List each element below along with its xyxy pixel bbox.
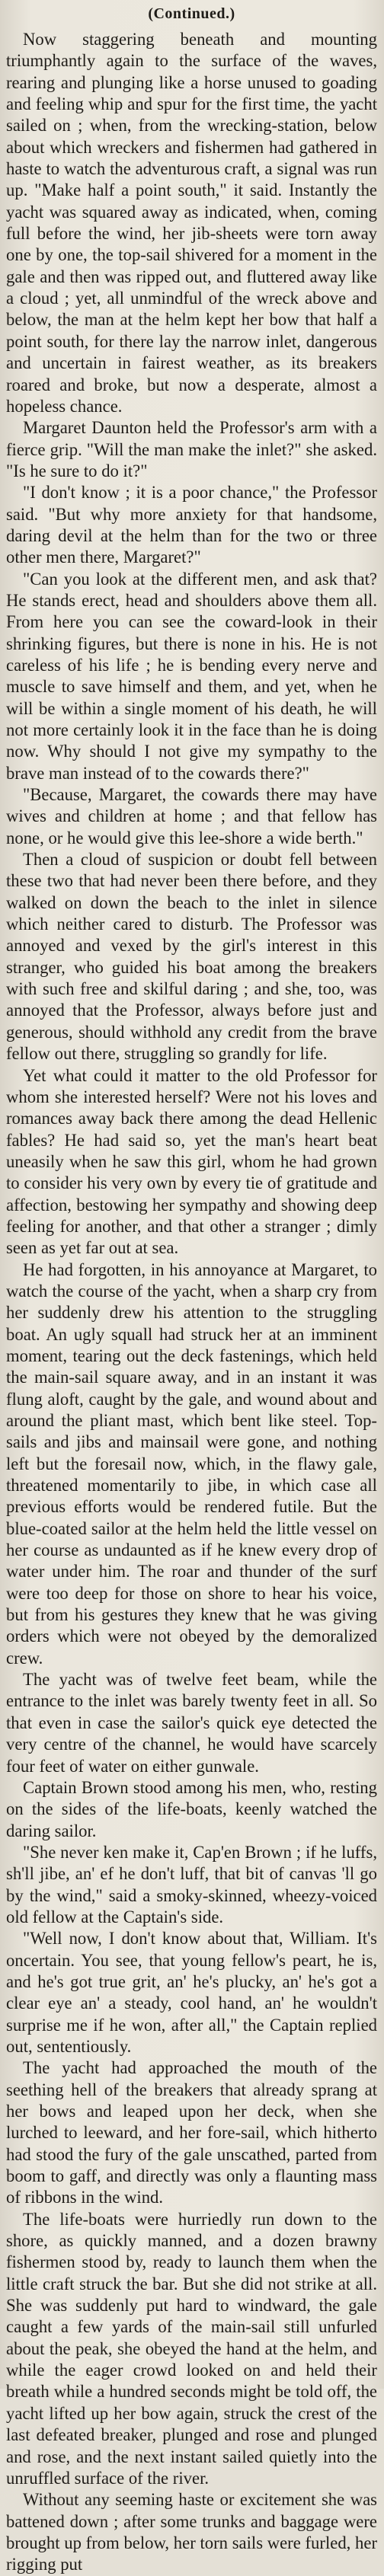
paragraph: "I don't know ; it is a poor chance," the Professor said. "But why more anxiety for that handsome, daring devil at the helm than for the two or three other men there, Margaret?": [6, 483, 377, 567]
paragraph: "Can you look at the different men, and ask that? He stands erect, head and shoulders above them all. From here you can see the coward-look in their shrinking figures, but there is none in his. He is not careless of his life ; he is bending every nerve and muscle to save himself and them, and yet, when he will be within a single moment of his death, he will not more certainly look it in the face than he is doing now. Why should I not give my sympathy to the brave man instead of to the cowards there?": [6, 569, 377, 783]
paragraph: Yet what could it matter to the old Professor for whom she interested herself? Were not his loves and romances away back there among the dead Hellenic fables? He had said so, yet the man's heart beat uneasily when he saw this girl, whom he had grown to consider his very own by every tie of gratitude and affection, bestowing her sympathy and showing deep feeling for another, and that other a stranger ; dimly seen as yet far out at sea.: [6, 1065, 377, 1258]
paragraph: The yacht had approached the mouth of the seething hell of the breakers that already sprang at her bows and leaped upon her deck, when she lurched to leeward, and her fore-sail, which hitherto had stood the fury of the gale unscathed, parted from boom to gaff, and directly was only a flaunting mass of ribbons in the wind.: [6, 2058, 377, 2207]
paragraph: "Because, Margaret, the cowards there may have wives and children at home ; and that fellow has none, or he would give this lee-shore a wide berth.": [6, 785, 377, 847]
paragraph: The life-boats were hurriedly run down to the shore, as quickly manned, and a dozen brawny fishermen stood by, ready to launch them when the little craft struck the bar. But she did not strike at all. She was suddenly put hard to windward, the gale caught a few yards of the main-sail still unfurled about the peak, she obeyed the hand at the helm, and while the eager crowd looked on and held their breath while a hundred seconds might be told off, the yacht lifted up her bow again, struck the crest of the last defeated breaker, plunged and rose and plunged and rose, and the next instant sailed quietly into the unruffled surface of the river.: [6, 2209, 377, 2488]
paragraph: Margaret Daunton held the Professor's arm with a fierce grip. "Will the man make the inlet?" she asked. "Is he sure to do it?": [6, 418, 377, 480]
paragraph: Without any seeming haste or excitement she was battened down ; after some trunks and baggage were brought up from below, her torn sails were furled, her rigging put: [6, 2490, 377, 2574]
section-heading: (Continued.): [148, 5, 235, 22]
paragraph: "Well now, I don't know about that, William. It's oncertain. You see, that young fellow's peart, he is, and he's got true grit, an' he's plucky, an' he's got a clear eye an' a steady, cool hand, an' he wouldn't surprise me if he won, after all," the Captain replied out, sententiously.: [6, 1929, 377, 2056]
paragraph: Captain Brown stood among his men, who, resting on the sides of the life-boats, keenly watched the daring sailor.: [6, 1777, 377, 1840]
story-body: [6, 29, 377, 2576]
paragraph: "She never ken make it, Cap'en Brown ; if he luffs, sh'll jibe, an' ef he don't luff, that bit of canvas 'll go by the wind," said a smoky-skinned, wheezy-voiced old fellow at the Captain's side.: [6, 1842, 377, 1926]
paragraph: Then a cloud of suspicion or doubt fell between these two that had never been there before, and they walked on down the beach to the inlet in silence which neither cared to disturb. The Professor was annoyed and vexed by the girl's interest in this stranger, who guided his boat among the breakers with such free and skilful daring ; and she, too, was annoyed that the Professor, always before just and generous, should withhold any credit from the brave fellow out there, struggling so grandly for life.: [6, 850, 377, 1064]
paragraph: Now staggering beneath and mounting triumphantly again to the surface of the waves, rearing and plunging like a horse unused to goading and feeling whip and spur for the first time, the yacht sailed on ; when, from the wrecking-station, below about which wreckers and fishermen had gathered in haste to watch the adventurous craft, a signal was run up. "Make half a point south," it said. Instantly the yacht was squared away as indicated, when, coming full before the wind, her jib-sheets were torn away one by one, the top-sail shivered for a moment in the gale and then was ripped out, and fluttered away like a cloud ; yet, all unmindful of the wreck above and below, the man at the helm kept her bow that half a point south, for there lay the narrow inlet, dangerous and uncertain in fairest weather, as its breakers roared and broke, but now a desperate, almost a hopeless chance.: [6, 30, 377, 416]
paragraph: He had forgotten, in his annoyance at Margaret, to watch the course of the yacht, when a sharp cry from her suddenly drew his attention to the struggling boat. An ugly squall had struck her at an imminent moment, tearing out the deck fastenings, which held the main-sail square away, and in an instant it was flung aloft, caught by the gale, and wound about and around the pliant mast, which bent like steel. Top-sails and jibs and mainsail were gone, and nothing left but the foresail now, which, in the flawy gale, threatened momentarily to jibe, in which case all previous efforts would be rendered futile. But the blue-coated sailor at the helm held the little vessel on her course as undaunted as if he knew every drop of water under him. The roar and thunder of the surf were too deep for those on shore to hear his voice, but from his gestures they knew that he was giving orders which were not obeyed by the demoralized crew.: [6, 1259, 377, 1668]
paragraph: The yacht was of twelve feet beam, while the entrance to the inlet was barely twenty feet in all. So that even in case the sailor's quick eye detected the very centre of the channel, he would have scarcely four feet of water on either gunwale.: [6, 1670, 377, 1776]
